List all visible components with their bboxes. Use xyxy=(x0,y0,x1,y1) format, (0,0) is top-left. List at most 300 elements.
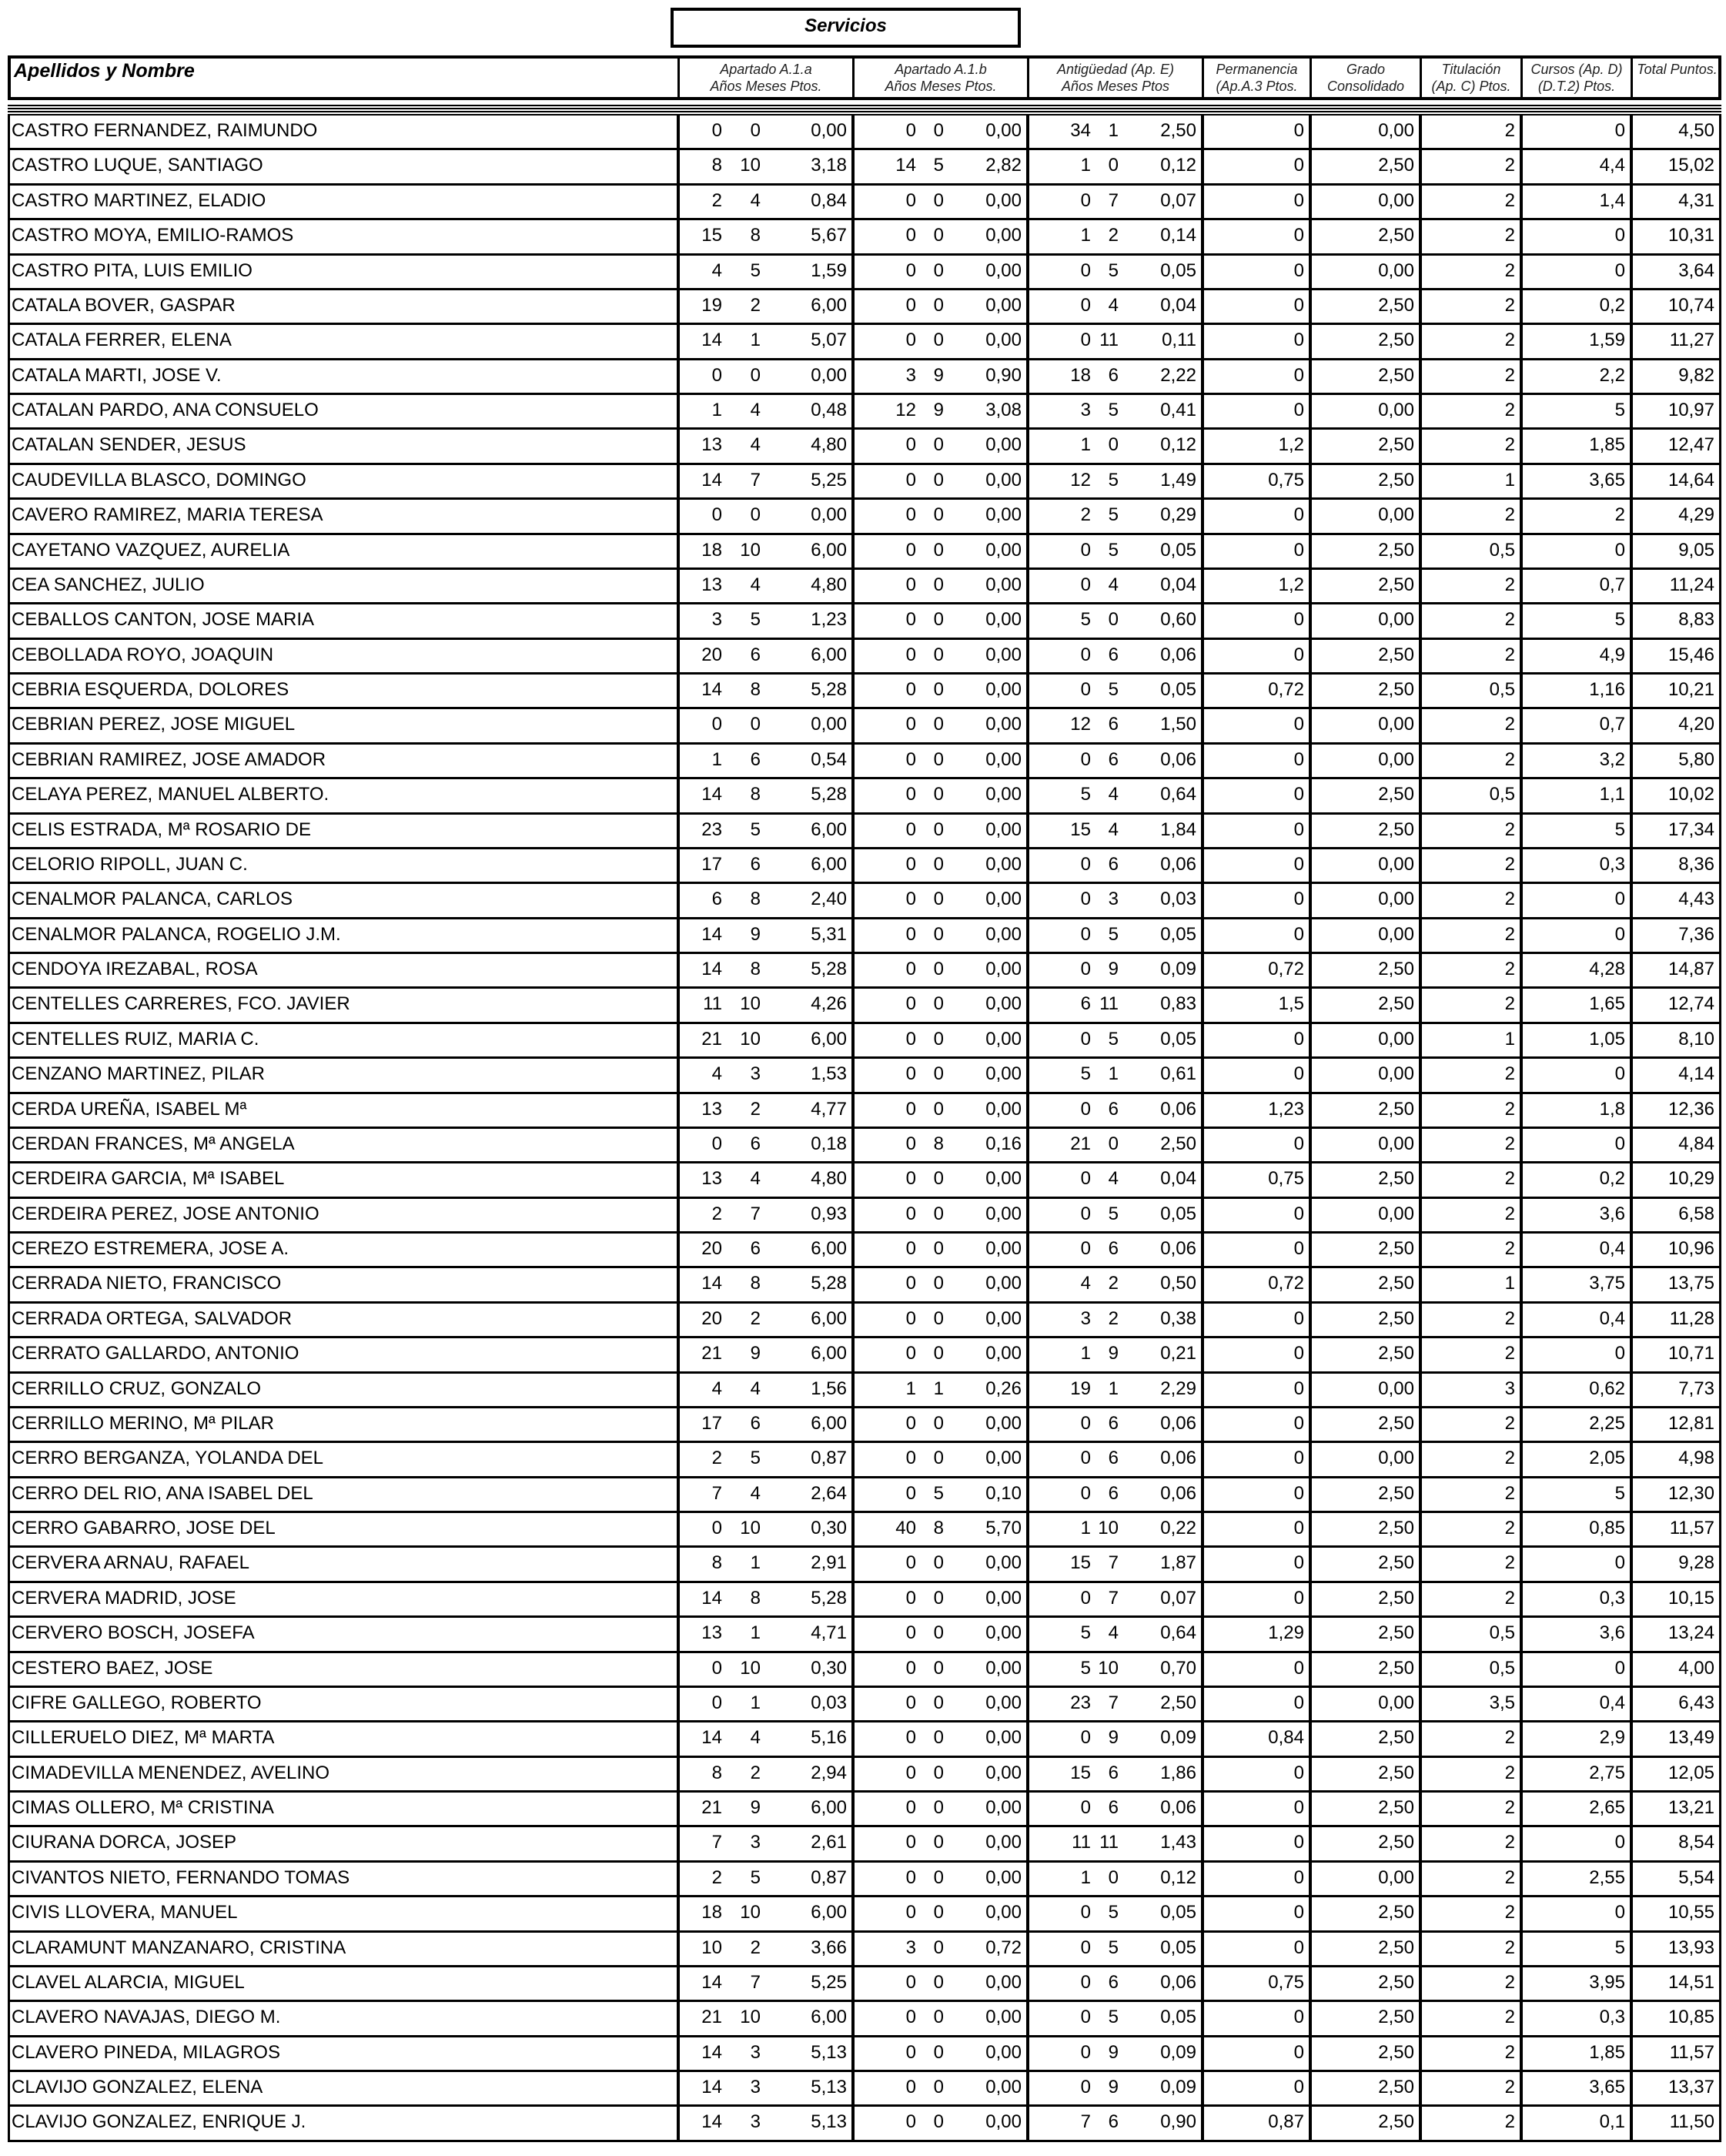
cell-titulacion: 2 xyxy=(1419,1793,1520,1825)
cell-antig-meses: 5 xyxy=(1108,504,1119,526)
cell-antig-ptos: 0,06 xyxy=(1160,1482,1196,1504)
cell-a1a-anos: 14 xyxy=(677,1583,727,1615)
cell-grado: 2,50 xyxy=(1309,1548,1419,1580)
cell-a1a-anos: 13 xyxy=(677,1163,727,1196)
cell-cursos: 2,25 xyxy=(1520,1408,1630,1441)
cell-a1b-meses: 0 xyxy=(933,259,944,281)
cell-antig-anos: 4 xyxy=(1026,1268,1095,1301)
cell-a1a-anos: 4 xyxy=(677,1059,727,1091)
cell-total: 10,15 xyxy=(1630,1583,1719,1615)
cell-permanencia: 0 xyxy=(1201,1304,1309,1336)
cell-cursos: 3,65 xyxy=(1520,2072,1630,2104)
cell-antig-anos: 3 xyxy=(1026,1304,1095,1336)
cell-a1b-anos: 0 xyxy=(851,1758,921,1790)
cell-antig-ptos: 0,06 xyxy=(1160,644,1196,665)
cell-a1b-ptos: 0,00 xyxy=(985,679,1022,700)
cell-cursos: 3,65 xyxy=(1520,465,1630,497)
cell-a1b-meses: 5 xyxy=(933,1482,944,1504)
cell-antig-anos: 1 xyxy=(1026,1513,1095,1545)
cell-a1a-anos: 8 xyxy=(677,150,727,182)
cell-a1a-ptos: 5,07 xyxy=(811,330,847,351)
cell-cursos: 3,6 xyxy=(1520,1199,1630,1231)
header-col-2 xyxy=(1027,59,1202,97)
cell-antig-ptos: 0,06 xyxy=(1160,748,1196,770)
cell-titulacion: 2 xyxy=(1419,1967,1520,2000)
cell-antig-anos: 0 xyxy=(1026,2037,1095,2070)
cell-a1b-meses: 0 xyxy=(933,1168,944,1190)
cell-a1a-meses: 8 xyxy=(750,889,761,910)
cell-cursos: 0 xyxy=(1520,1548,1630,1580)
cell-a1a-anos: 2 xyxy=(677,186,727,218)
table-row xyxy=(8,220,1721,255)
cell-a1a-ptos: 6,00 xyxy=(811,819,847,840)
cell-antig-ptos: 0,61 xyxy=(1160,1063,1196,1085)
cell-a1b-anos: 0 xyxy=(851,1688,921,1720)
cell-antig-anos: 11 xyxy=(1026,1827,1095,1860)
cell-antig-ptos: 0,21 xyxy=(1160,1343,1196,1364)
cell-a1a-meses: 6 xyxy=(750,644,761,665)
cell-a1b-ptos: 0,00 xyxy=(985,1587,1022,1609)
cell-a1a-meses: 4 xyxy=(750,1378,761,1399)
cell-a1b-anos: 0 xyxy=(851,1548,921,1580)
cell-a1a-anos: 13 xyxy=(677,430,727,462)
cell-a1b-meses: 0 xyxy=(933,504,944,526)
cell-a1b-anos: 0 xyxy=(851,535,921,567)
cell-permanencia: 0 xyxy=(1201,1234,1309,1266)
cell-cursos: 3,95 xyxy=(1520,1967,1630,2000)
cell-titulacion: 2 xyxy=(1419,360,1520,393)
cell-a1a-ptos: 5,13 xyxy=(811,2111,847,2133)
cell-total: 8,36 xyxy=(1630,849,1719,882)
cell-a1a-meses: 10 xyxy=(740,993,761,1015)
cell-a1b-ptos: 3,08 xyxy=(985,400,1022,420)
cell-grado: 2,50 xyxy=(1309,570,1419,602)
header-col-line1: Titulación xyxy=(1441,62,1501,77)
table-row xyxy=(8,1478,1721,1513)
cell-antig-meses: 2 xyxy=(1108,225,1119,246)
cell-cursos: 0,7 xyxy=(1520,570,1630,602)
cell-a1a-anos: 20 xyxy=(677,640,727,672)
cell-a1b-meses: 0 xyxy=(933,469,944,490)
cell-cursos: 0,3 xyxy=(1520,2002,1630,2034)
cell-a1a-meses: 4 xyxy=(750,1168,761,1190)
cell-a1a-anos: 14 xyxy=(677,1722,727,1755)
cell-antig-anos: 5 xyxy=(1026,779,1095,812)
cell-a1b-meses: 0 xyxy=(933,2077,944,2097)
table-row xyxy=(8,745,1721,779)
cell-a1b-anos: 0 xyxy=(851,220,921,253)
cell-permanencia: 0 xyxy=(1201,1653,1309,1686)
cell-total: 10,21 xyxy=(1630,675,1719,707)
cell-cursos: 0,7 xyxy=(1520,709,1630,742)
cell-a1b-meses: 0 xyxy=(933,1866,944,1888)
table-row xyxy=(8,1653,1721,1688)
cell-a1a-anos: 18 xyxy=(677,1897,727,1930)
cell-antig-anos: 0 xyxy=(1026,1967,1095,2000)
cell-a1a-anos: 0 xyxy=(677,1653,727,1686)
cell-a1a-ptos: 2,94 xyxy=(811,1762,847,1783)
cell-a1b-anos: 0 xyxy=(851,1199,921,1231)
table-row xyxy=(8,360,1721,395)
cell-total: 5,54 xyxy=(1630,1863,1719,1895)
cell-antig-anos: 1 xyxy=(1026,1338,1095,1371)
cell-grado: 2,50 xyxy=(1309,1338,1419,1371)
cell-grado: 0,00 xyxy=(1309,256,1419,288)
cell-a1a-meses: 0 xyxy=(750,714,761,735)
cell-a1b-meses: 0 xyxy=(933,330,944,351)
cell-a1b-meses: 0 xyxy=(933,1238,944,1259)
cell-titulacion: 2 xyxy=(1419,1897,1520,1930)
cell-antig-ptos: 0,90 xyxy=(1160,2111,1196,2133)
cell-antig-meses: 7 xyxy=(1108,1552,1119,1574)
cell-grado: 2,50 xyxy=(1309,640,1419,672)
cell-cursos: 0,85 xyxy=(1520,1513,1630,1545)
cell-cursos: 3,2 xyxy=(1520,745,1630,777)
cell-a1a-ptos: 5,28 xyxy=(811,784,847,805)
cell-name: CERVERO BOSCH, JOSEFA xyxy=(12,1622,255,1644)
cell-a1a-ptos: 1,56 xyxy=(811,1378,847,1399)
cell-permanencia: 0 xyxy=(1201,604,1309,637)
cell-name: CATALA MARTI, JOSE V. xyxy=(12,364,222,386)
cell-total: 4,31 xyxy=(1630,186,1719,218)
cell-grado: 0,00 xyxy=(1309,1863,1419,1895)
cell-a1a-ptos: 6,00 xyxy=(811,1797,847,1818)
cell-antig-ptos: 0,05 xyxy=(1160,679,1196,700)
cell-antig-ptos: 0,22 xyxy=(1160,1518,1196,1538)
cell-grado: 0,00 xyxy=(1309,884,1419,916)
cell-cursos: 2,75 xyxy=(1520,1758,1630,1790)
cell-permanencia: 0 xyxy=(1201,116,1309,148)
cell-a1b-meses: 0 xyxy=(933,853,944,875)
cell-antig-ptos: 0,41 xyxy=(1160,400,1196,420)
cell-grado: 2,50 xyxy=(1309,815,1419,847)
cell-titulacion: 2 xyxy=(1419,954,1520,986)
cell-antig-meses: 5 xyxy=(1108,1902,1119,1923)
cell-grado: 0,00 xyxy=(1309,849,1419,882)
cell-name: CIMADEVILLA MENENDEZ, AVELINO xyxy=(12,1762,330,1783)
cell-a1a-ptos: 5,13 xyxy=(811,2041,847,2063)
cell-titulacion: 2 xyxy=(1419,709,1520,742)
table-row xyxy=(8,709,1721,744)
table-row xyxy=(8,640,1721,675)
cell-titulacion: 0,5 xyxy=(1419,675,1520,707)
cell-antig-anos: 7 xyxy=(1026,2107,1095,2139)
cell-antig-ptos: 0,06 xyxy=(1160,1098,1196,1120)
cell-titulacion: 2 xyxy=(1419,989,1520,1021)
cell-titulacion: 2 xyxy=(1419,1163,1520,1196)
cell-antig-ptos: 0,07 xyxy=(1160,1587,1196,1609)
cell-antig-ptos: 0,12 xyxy=(1160,1866,1196,1888)
cell-permanencia: 0 xyxy=(1201,150,1309,182)
cell-name: CASTRO MOYA, EMILIO-RAMOS xyxy=(12,225,294,246)
cell-total: 3,64 xyxy=(1630,256,1719,288)
cell-a1b-meses: 0 xyxy=(933,1203,944,1224)
cell-name: CATALA FERRER, ELENA xyxy=(12,330,232,351)
cell-antig-anos: 19 xyxy=(1026,1374,1095,1406)
cell-titulacion: 2 xyxy=(1419,150,1520,182)
cell-cursos: 1,8 xyxy=(1520,1094,1630,1127)
cell-antig-ptos: 1,86 xyxy=(1160,1762,1196,1783)
cell-grado: 2,50 xyxy=(1309,1653,1419,1686)
cell-titulacion: 3 xyxy=(1419,1374,1520,1406)
cell-grado: 0,00 xyxy=(1309,745,1419,777)
cell-antig-meses: 5 xyxy=(1108,539,1119,561)
cell-a1a-anos: 17 xyxy=(677,1408,727,1441)
cell-a1b-anos: 0 xyxy=(851,1583,921,1615)
cell-antig-anos: 0 xyxy=(1026,186,1095,218)
cell-a1a-meses: 4 xyxy=(750,1727,761,1749)
cell-a1a-anos: 2 xyxy=(677,1443,727,1475)
cell-antig-meses: 4 xyxy=(1108,1168,1119,1190)
cell-antig-ptos: 0,04 xyxy=(1160,1168,1196,1190)
cell-titulacion: 2 xyxy=(1419,500,1520,532)
cell-total: 4,50 xyxy=(1630,116,1719,148)
cell-cursos: 2,9 xyxy=(1520,1722,1630,1755)
cell-a1b-ptos: 0,00 xyxy=(985,1657,1022,1679)
cell-permanencia: 0 xyxy=(1201,186,1309,218)
cell-a1a-anos: 14 xyxy=(677,919,727,952)
cell-a1b-meses: 0 xyxy=(933,889,944,910)
cell-grado: 0,00 xyxy=(1309,709,1419,742)
cell-a1b-ptos: 0,00 xyxy=(985,434,1022,456)
cell-grado: 0,00 xyxy=(1309,1059,1419,1091)
cell-permanencia: 0 xyxy=(1201,1338,1309,1371)
cell-permanencia: 0 xyxy=(1201,1548,1309,1580)
table-row xyxy=(8,604,1721,639)
cell-antig-ptos: 0,06 xyxy=(1160,1412,1196,1434)
cell-a1a-meses: 7 xyxy=(750,1971,761,1993)
cell-antig-meses: 6 xyxy=(1108,1971,1119,1993)
cell-titulacion: 2 xyxy=(1419,1094,1520,1127)
cell-antig-ptos: 0,70 xyxy=(1160,1657,1196,1679)
cell-titulacion: 2 xyxy=(1419,1583,1520,1615)
cell-titulacion: 2 xyxy=(1419,1199,1520,1231)
cell-a1a-meses: 10 xyxy=(740,2007,761,2028)
cell-permanencia: 1,5 xyxy=(1201,989,1309,1021)
cell-a1a-anos: 7 xyxy=(677,1478,727,1511)
cell-permanencia: 0 xyxy=(1201,1793,1309,1825)
cell-a1a-meses: 2 xyxy=(750,294,761,316)
cell-total: 6,43 xyxy=(1630,1688,1719,1720)
cell-cursos: 0 xyxy=(1520,256,1630,288)
table-row xyxy=(8,1897,1721,1932)
cell-grado: 0,00 xyxy=(1309,919,1419,952)
cell-a1b-ptos: 0,00 xyxy=(985,1622,1022,1644)
cell-grado: 2,50 xyxy=(1309,675,1419,707)
cell-a1a-anos: 14 xyxy=(677,779,727,812)
cell-grado: 0,00 xyxy=(1309,395,1419,427)
cell-a1b-anos: 0 xyxy=(851,1897,921,1930)
cell-a1a-meses: 8 xyxy=(750,784,761,805)
table-row xyxy=(8,116,1721,150)
cell-titulacion: 2 xyxy=(1419,1408,1520,1441)
cell-a1b-ptos: 0,00 xyxy=(985,1203,1022,1224)
cell-a1b-anos: 0 xyxy=(851,849,921,882)
cell-antig-anos: 0 xyxy=(1026,919,1095,952)
cell-antig-ptos: 0,04 xyxy=(1160,574,1196,595)
header-col-line2: (Ap. C) Ptos. xyxy=(1431,79,1511,94)
cell-a1a-anos: 0 xyxy=(677,116,727,148)
table-row xyxy=(8,1234,1721,1268)
cell-antig-meses: 11 xyxy=(1099,330,1119,351)
table-row xyxy=(8,2037,1721,2072)
cell-a1b-ptos: 0,00 xyxy=(985,574,1022,595)
cell-permanencia: 0 xyxy=(1201,1199,1309,1231)
cell-total: 13,37 xyxy=(1630,2072,1719,2104)
cell-titulacion: 2 xyxy=(1419,256,1520,288)
cell-a1a-meses: 7 xyxy=(750,1203,761,1224)
cell-a1a-meses: 10 xyxy=(740,1657,761,1679)
cell-name: CERRILLO CRUZ, GONZALO xyxy=(12,1378,262,1399)
header-col-line1: Antigüedad (Ap. E) xyxy=(1056,62,1175,77)
cell-a1b-ptos: 0,00 xyxy=(985,469,1022,490)
cell-cursos: 5 xyxy=(1520,604,1630,637)
cell-a1a-meses: 5 xyxy=(750,259,761,281)
header-separator xyxy=(8,105,1721,116)
cell-a1a-ptos: 0,84 xyxy=(811,189,847,211)
cell-cursos: 1,85 xyxy=(1520,430,1630,462)
cell-antig-anos: 5 xyxy=(1026,1618,1095,1650)
cell-name: CASTRO LUQUE, SANTIAGO xyxy=(12,155,263,176)
cell-antig-ptos: 1,49 xyxy=(1160,469,1196,490)
cell-antig-meses: 7 xyxy=(1108,1692,1119,1713)
cell-titulacion: 2 xyxy=(1419,186,1520,218)
table-row xyxy=(8,395,1721,430)
cell-a1b-anos: 0 xyxy=(851,884,921,916)
cell-name: CASTRO FERNANDEZ, RAIMUNDO xyxy=(12,120,318,141)
cell-permanencia: 0 xyxy=(1201,779,1309,812)
cell-antig-anos: 6 xyxy=(1026,989,1095,1021)
cell-name: CLAVERO PINEDA, MILAGROS xyxy=(12,2041,280,2063)
cell-antig-meses: 0 xyxy=(1108,155,1119,176)
cell-cursos: 0,4 xyxy=(1520,1688,1630,1720)
cell-total: 12,30 xyxy=(1630,1478,1719,1511)
cell-titulacion: 2 xyxy=(1419,1234,1520,1266)
cell-grado: 0,00 xyxy=(1309,1443,1419,1475)
cell-antig-anos: 0 xyxy=(1026,2072,1095,2104)
cell-a1a-ptos: 1,23 xyxy=(811,609,847,631)
cell-name: CENTELLES CARRERES, FCO. JAVIER xyxy=(12,993,350,1015)
cell-a1a-ptos: 4,80 xyxy=(811,1168,847,1190)
cell-a1b-anos: 0 xyxy=(851,2072,921,2104)
table-row xyxy=(8,1199,1721,1234)
cell-name: CERDEIRA PEREZ, JOSE ANTONIO xyxy=(12,1203,319,1224)
cell-antig-anos: 0 xyxy=(1026,1199,1095,1231)
cell-a1a-meses: 5 xyxy=(750,1866,761,1888)
cell-antig-ptos: 1,50 xyxy=(1160,714,1196,735)
cell-antig-anos: 5 xyxy=(1026,1653,1095,1686)
cell-a1a-anos: 1 xyxy=(677,395,727,427)
cell-cursos: 0 xyxy=(1520,1338,1630,1371)
cell-permanencia: 0 xyxy=(1201,1408,1309,1441)
cell-antig-ptos: 0,07 xyxy=(1160,189,1196,211)
cell-antig-ptos: 0,09 xyxy=(1160,959,1196,979)
cell-cursos: 1,16 xyxy=(1520,675,1630,707)
cell-antig-anos: 0 xyxy=(1026,1478,1095,1511)
cell-name: CAYETANO VAZQUEZ, AURELIA xyxy=(12,539,290,561)
cell-name: CERRILLO MERINO, Mª PILAR xyxy=(12,1412,274,1434)
cell-antig-ptos: 0,09 xyxy=(1160,2041,1196,2063)
cell-antig-anos: 0 xyxy=(1026,535,1095,567)
cell-total: 14,64 xyxy=(1630,465,1719,497)
cell-cursos: 2,65 xyxy=(1520,1793,1630,1825)
cell-grado: 0,00 xyxy=(1309,1024,1419,1056)
cell-titulacion: 2 xyxy=(1419,919,1520,952)
cell-total: 17,34 xyxy=(1630,815,1719,847)
cell-name: CERDA UREÑA, ISABEL Mª xyxy=(12,1098,247,1120)
cell-a1b-anos: 0 xyxy=(851,1059,921,1091)
cell-permanencia: 0,75 xyxy=(1201,1163,1309,1196)
header-col-3 xyxy=(1202,59,1310,97)
cell-a1b-anos: 0 xyxy=(851,1443,921,1475)
table-row xyxy=(8,1583,1721,1618)
table-row xyxy=(8,2107,1721,2141)
cell-cursos: 1,59 xyxy=(1520,325,1630,357)
cell-a1a-anos: 8 xyxy=(677,1758,727,1790)
cell-name: CELIS ESTRADA, Mª ROSARIO DE xyxy=(12,819,311,840)
cell-a1a-meses: 1 xyxy=(750,1552,761,1574)
cell-name: CERVERA MADRID, JOSE xyxy=(12,1587,236,1609)
cell-a1b-anos: 0 xyxy=(851,640,921,672)
header-col-line1: Total Puntos. xyxy=(1637,62,1718,77)
cell-total: 12,81 xyxy=(1630,1408,1719,1441)
cell-a1a-meses: 9 xyxy=(750,1343,761,1364)
cell-a1b-meses: 0 xyxy=(933,1797,944,1818)
cell-a1a-anos: 0 xyxy=(677,1513,727,1545)
cell-a1b-meses: 0 xyxy=(933,120,944,141)
cell-a1a-meses: 4 xyxy=(750,189,761,211)
cell-a1b-meses: 0 xyxy=(933,1902,944,1923)
cell-a1a-ptos: 5,25 xyxy=(811,1971,847,1993)
cell-grado: 2,50 xyxy=(1309,1163,1419,1196)
cell-antig-meses: 6 xyxy=(1108,1482,1119,1504)
cell-a1a-anos: 0 xyxy=(677,1129,727,1161)
cell-titulacion: 2 xyxy=(1419,884,1520,916)
cell-a1a-meses: 6 xyxy=(750,1238,761,1259)
cell-a1a-ptos: 3,66 xyxy=(811,1937,847,1958)
cell-name: CAVERO RAMIREZ, MARIA TERESA xyxy=(12,504,323,526)
table-row xyxy=(8,1793,1721,1827)
cell-antig-meses: 6 xyxy=(1108,714,1119,735)
cell-antig-meses: 5 xyxy=(1108,2007,1119,2028)
cell-cursos: 2,05 xyxy=(1520,1443,1630,1475)
cell-a1b-anos: 0 xyxy=(851,745,921,777)
cell-name: CERRO BERGANZA, YOLANDA DEL xyxy=(12,1448,323,1469)
cell-antig-anos: 0 xyxy=(1026,1094,1095,1127)
table-row xyxy=(8,954,1721,989)
cell-antig-anos: 15 xyxy=(1026,1758,1095,1790)
cell-a1a-ptos: 5,13 xyxy=(811,2077,847,2097)
cell-a1b-ptos: 0,00 xyxy=(985,1307,1022,1329)
cell-total: 9,28 xyxy=(1630,1548,1719,1580)
cell-grado: 2,50 xyxy=(1309,2002,1419,2034)
cell-antig-meses: 6 xyxy=(1108,1762,1119,1783)
table-row xyxy=(8,989,1721,1023)
cell-titulacion: 2 xyxy=(1419,1129,1520,1161)
cell-total: 9,05 xyxy=(1630,535,1719,567)
cell-cursos: 5 xyxy=(1520,1933,1630,1965)
cell-permanencia: 0 xyxy=(1201,1478,1309,1511)
cell-titulacion: 2 xyxy=(1419,1338,1520,1371)
cell-antig-ptos: 0,09 xyxy=(1160,1727,1196,1749)
cell-permanencia: 0 xyxy=(1201,1374,1309,1406)
cell-a1b-anos: 0 xyxy=(851,2107,921,2139)
cell-total: 10,71 xyxy=(1630,1338,1719,1371)
cell-a1a-ptos: 5,25 xyxy=(811,469,847,490)
cell-antig-ptos: 0,60 xyxy=(1160,609,1196,631)
cell-a1b-ptos: 0,00 xyxy=(985,784,1022,805)
cell-a1b-meses: 9 xyxy=(933,400,944,420)
